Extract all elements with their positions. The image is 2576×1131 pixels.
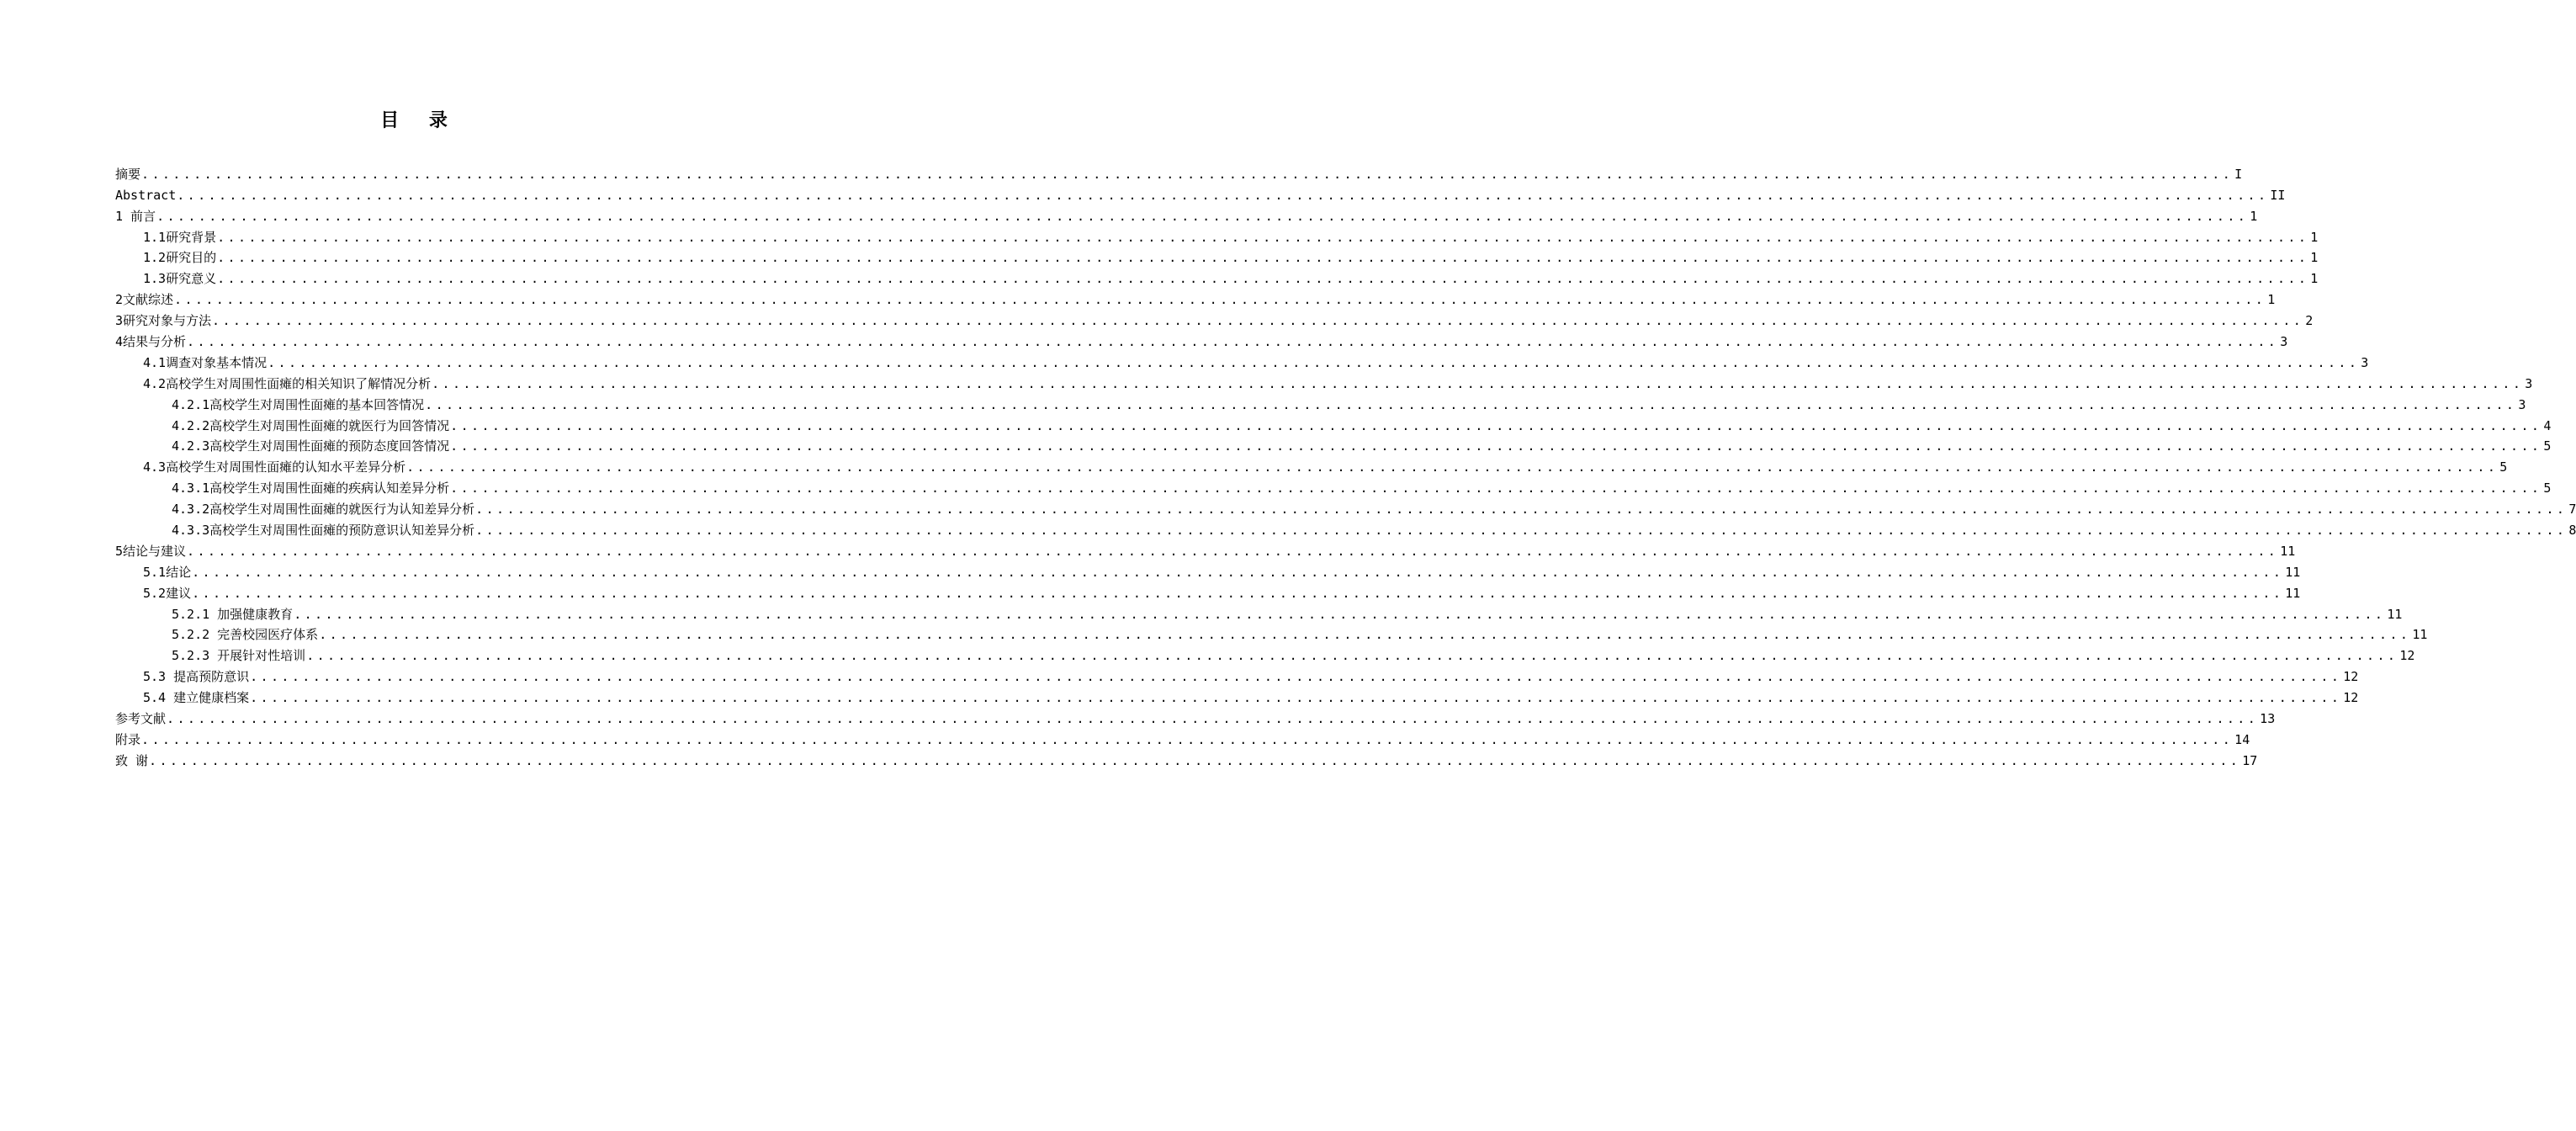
toc-entry[interactable] bbox=[115, 517, 2576, 539]
toc-leader-dots: ........................................................................................................................................................................................................ bbox=[156, 208, 2249, 224]
toc-leader-dots: ........................................................................................................................................................................................................ bbox=[187, 543, 2279, 559]
toc-entry-page-number: 1 bbox=[2310, 229, 2319, 245]
toc-leader-dots: ........................................................................................................................................................................................................ bbox=[192, 564, 2284, 580]
toc-leader-dots: ........................................................................................................................................................................................................ bbox=[217, 271, 2309, 287]
toc-entry[interactable] bbox=[115, 601, 2403, 622]
toc-entry-page-number: 1 bbox=[2310, 250, 2319, 266]
toc-entry-label: 4.3.1高校学生对周围性面瘫的疾病认知差异分析 bbox=[172, 481, 450, 496]
toc-entry-label: 1 前言 bbox=[115, 208, 156, 224]
toc-entry[interactable] bbox=[115, 286, 2276, 308]
toc-entry-label: Abstract bbox=[115, 187, 177, 203]
toc-leader-dots: ........................................................................................................................................................................................................ bbox=[149, 752, 2241, 768]
toc-entry-page-number: 14 bbox=[2234, 731, 2250, 747]
toc-leader-dots: ........................................................................................................................................................................................................ bbox=[177, 187, 2269, 203]
toc-leader-dots: ........................................................................................................................................................................................................ bbox=[187, 334, 2279, 350]
toc-leader-dots: ........................................................................................................................................................................................................ bbox=[250, 690, 2342, 706]
toc-entry-page-number: 11 bbox=[2280, 543, 2296, 559]
toc-entry-page-number: 7 bbox=[2568, 502, 2576, 518]
toc-entry-label: 4.3高校学生对周围性面瘫的认知水平差异分析 bbox=[143, 459, 406, 475]
toc-entry-page-number: 4 bbox=[2543, 417, 2552, 433]
toc-entry[interactable] bbox=[115, 391, 2526, 412]
toc-entry-page-number: 2 bbox=[2305, 313, 2314, 329]
toc-entry-page-number: 5 bbox=[2543, 481, 2552, 496]
toc-entry-page-number: 1 bbox=[2310, 271, 2319, 287]
toc-entry[interactable] bbox=[115, 559, 2301, 580]
toc-entry[interactable] bbox=[115, 580, 2301, 601]
toc-entry-label: 参考文献 bbox=[115, 711, 167, 727]
toc-entry-page-number: I bbox=[2234, 166, 2243, 182]
toc-entry-label: 4.3.3高校学生对周围性面瘫的预防意识认知差异分析 bbox=[172, 523, 475, 539]
toc-entry[interactable] bbox=[115, 349, 2369, 370]
toc-entry[interactable] bbox=[115, 265, 2319, 287]
toc-entry-page-number: 3 bbox=[2525, 375, 2533, 391]
toc-entry-label: 4.2.2高校学生对周围性面瘫的就医行为回答情况 bbox=[172, 417, 450, 433]
toc-entry-label: 1.2研究目的 bbox=[143, 250, 217, 266]
toc-entry[interactable] bbox=[115, 726, 2250, 747]
toc-entry-page-number: 17 bbox=[2242, 752, 2258, 768]
toc-leader-dots: ........................................................................................................................................................................................................ bbox=[450, 481, 2542, 496]
toc-entry-label: 5.3 提高预防意识 bbox=[143, 669, 250, 685]
toc-entry-page-number: 12 bbox=[2399, 648, 2415, 664]
toc-entry[interactable] bbox=[115, 307, 2314, 329]
toc-entry-page-number: 5 bbox=[2499, 459, 2508, 475]
toc-leader-dots: ........................................................................................................................................................................................................ bbox=[217, 229, 2309, 245]
toc-entry[interactable] bbox=[115, 370, 2533, 391]
page-title: 目 录 bbox=[380, 110, 459, 131]
toc-entry-page-number: 12 bbox=[2343, 669, 2359, 685]
toc-entry-label: 1.3研究意义 bbox=[143, 271, 217, 287]
toc-entry[interactable] bbox=[115, 412, 2552, 433]
toc-entry[interactable] bbox=[115, 182, 2286, 203]
toc-leader-dots: ........................................................................................................................................................................................................ bbox=[250, 669, 2342, 685]
toc-entry[interactable] bbox=[115, 475, 2552, 496]
toc-entry-label: 2文献综述 bbox=[115, 292, 174, 308]
toc-entry-label: 5.2.1 加强健康教育 bbox=[172, 606, 294, 622]
toc-entry-page-number: 11 bbox=[2412, 627, 2428, 643]
toc-leader-dots: ........................................................................................................................................................................................................ bbox=[192, 585, 2284, 601]
table-of-contents bbox=[115, 161, 2576, 768]
toc-leader-dots: ........................................................................................................................................................................................................ bbox=[212, 313, 2304, 329]
toc-entry[interactable] bbox=[115, 622, 2428, 643]
toc-entry-page-number: 11 bbox=[2387, 606, 2403, 622]
toc-entry[interactable] bbox=[115, 203, 2258, 224]
toc-entry-label: 5.1结论 bbox=[143, 564, 192, 580]
toc-entry-page-number: 3 bbox=[2361, 354, 2369, 370]
toc-leader-dots: ........................................................................................................................................................................................................ bbox=[450, 417, 2542, 433]
toc-leader-dots: ........................................................................................................................................................................................................ bbox=[406, 459, 2499, 475]
toc-entry-label: 4.2.3高校学生对周围性面瘫的预防态度回答情况 bbox=[172, 438, 450, 454]
toc-entry[interactable] bbox=[115, 161, 2243, 182]
toc-entry-page-number: 11 bbox=[2285, 585, 2301, 601]
toc-entry[interactable] bbox=[115, 224, 2319, 245]
toc-entry-label: 5.4 建立健康档案 bbox=[143, 690, 250, 706]
toc-entry-label: 1.1研究背景 bbox=[143, 229, 217, 245]
toc-entry[interactable] bbox=[115, 433, 2552, 454]
toc-entry-label: 5.2.3 开展针对性培训 bbox=[172, 648, 306, 664]
toc-entry-page-number: 11 bbox=[2285, 564, 2301, 580]
toc-entry-label: 5.2建议 bbox=[143, 585, 192, 601]
toc-leader-dots: ........................................................................................................................................................................................................ bbox=[141, 166, 2234, 182]
toc-entry[interactable] bbox=[115, 705, 2276, 727]
toc-entry[interactable] bbox=[115, 496, 2576, 518]
toc-leader-dots: ........................................................................................................................................................................................................ bbox=[432, 375, 2524, 391]
toc-entry-page-number: 13 bbox=[2260, 711, 2276, 727]
toc-entry-page-number: 8 bbox=[2568, 523, 2576, 539]
toc-entry-label: 4.1调查对象基本情况 bbox=[143, 354, 268, 370]
toc-entry[interactable] bbox=[115, 538, 2296, 559]
toc-leader-dots: ........................................................................................................................................................................................................ bbox=[217, 250, 2309, 266]
toc-leader-dots: ........................................................................................................................................................................................................ bbox=[141, 731, 2234, 747]
toc-leader-dots: ........................................................................................................................................................................................................ bbox=[174, 292, 2266, 308]
toc-entry-page-number: 1 bbox=[2267, 292, 2276, 308]
toc-entry-label: 4.2高校学生对周围性面瘫的相关知识了解情况分析 bbox=[143, 375, 432, 391]
toc-entry-label: 4.3.2高校学生对周围性面瘫的就医行为认知差异分析 bbox=[172, 502, 475, 518]
toc-leader-dots: ........................................................................................................................................................................................................ bbox=[167, 711, 2259, 727]
toc-entry-label: 致 谢 bbox=[115, 752, 149, 768]
toc-entry-page-number: 3 bbox=[2518, 396, 2526, 412]
toc-leader-dots: ........................................................................................................................................................................................................ bbox=[319, 627, 2411, 643]
toc-entry-page-number: 3 bbox=[2280, 334, 2288, 350]
toc-entry-label: 3研究对象与方法 bbox=[115, 313, 212, 329]
toc-leader-dots: ........................................................................................................................................................................................................ bbox=[450, 438, 2542, 454]
toc-entry[interactable] bbox=[115, 663, 2359, 685]
toc-entry-page-number: 1 bbox=[2250, 208, 2258, 224]
toc-entry-page-number: II bbox=[2270, 187, 2286, 203]
toc-entry-label: 摘要 bbox=[115, 166, 141, 182]
toc-entry[interactable] bbox=[115, 328, 2288, 350]
toc-entry-label: 5结论与建议 bbox=[115, 543, 187, 559]
toc-entry-page-number: 5 bbox=[2543, 438, 2552, 454]
toc-entry[interactable] bbox=[115, 642, 2415, 664]
toc-entry[interactable] bbox=[115, 454, 2508, 475]
toc-entry-label: 附录 bbox=[115, 731, 141, 747]
toc-entry-label: 4.2.1高校学生对周围性面瘫的基本回答情况 bbox=[172, 396, 425, 412]
toc-entry[interactable] bbox=[115, 684, 2359, 706]
toc-leader-dots: ........................................................................................................................................................................................................ bbox=[294, 606, 2386, 622]
toc-entry[interactable] bbox=[115, 245, 2319, 266]
toc-leader-dots: ........................................................................................................................................................................................................ bbox=[425, 396, 2517, 412]
toc-entry-label: 5.2.2 完善校园医疗体系 bbox=[172, 627, 319, 643]
toc-leader-dots: ........................................................................................................................................................................................................ bbox=[475, 523, 2568, 539]
toc-entry-page-number: 12 bbox=[2343, 690, 2359, 706]
toc-leader-dots: ........................................................................................................................................................................................................ bbox=[475, 502, 2568, 518]
toc-leader-dots: ........................................................................................................................................................................................................ bbox=[268, 354, 2360, 370]
toc-entry-label: 4结果与分析 bbox=[115, 334, 187, 350]
toc-leader-dots: ........................................................................................................................................................................................................ bbox=[306, 648, 2398, 664]
toc-entry[interactable] bbox=[115, 747, 2258, 768]
